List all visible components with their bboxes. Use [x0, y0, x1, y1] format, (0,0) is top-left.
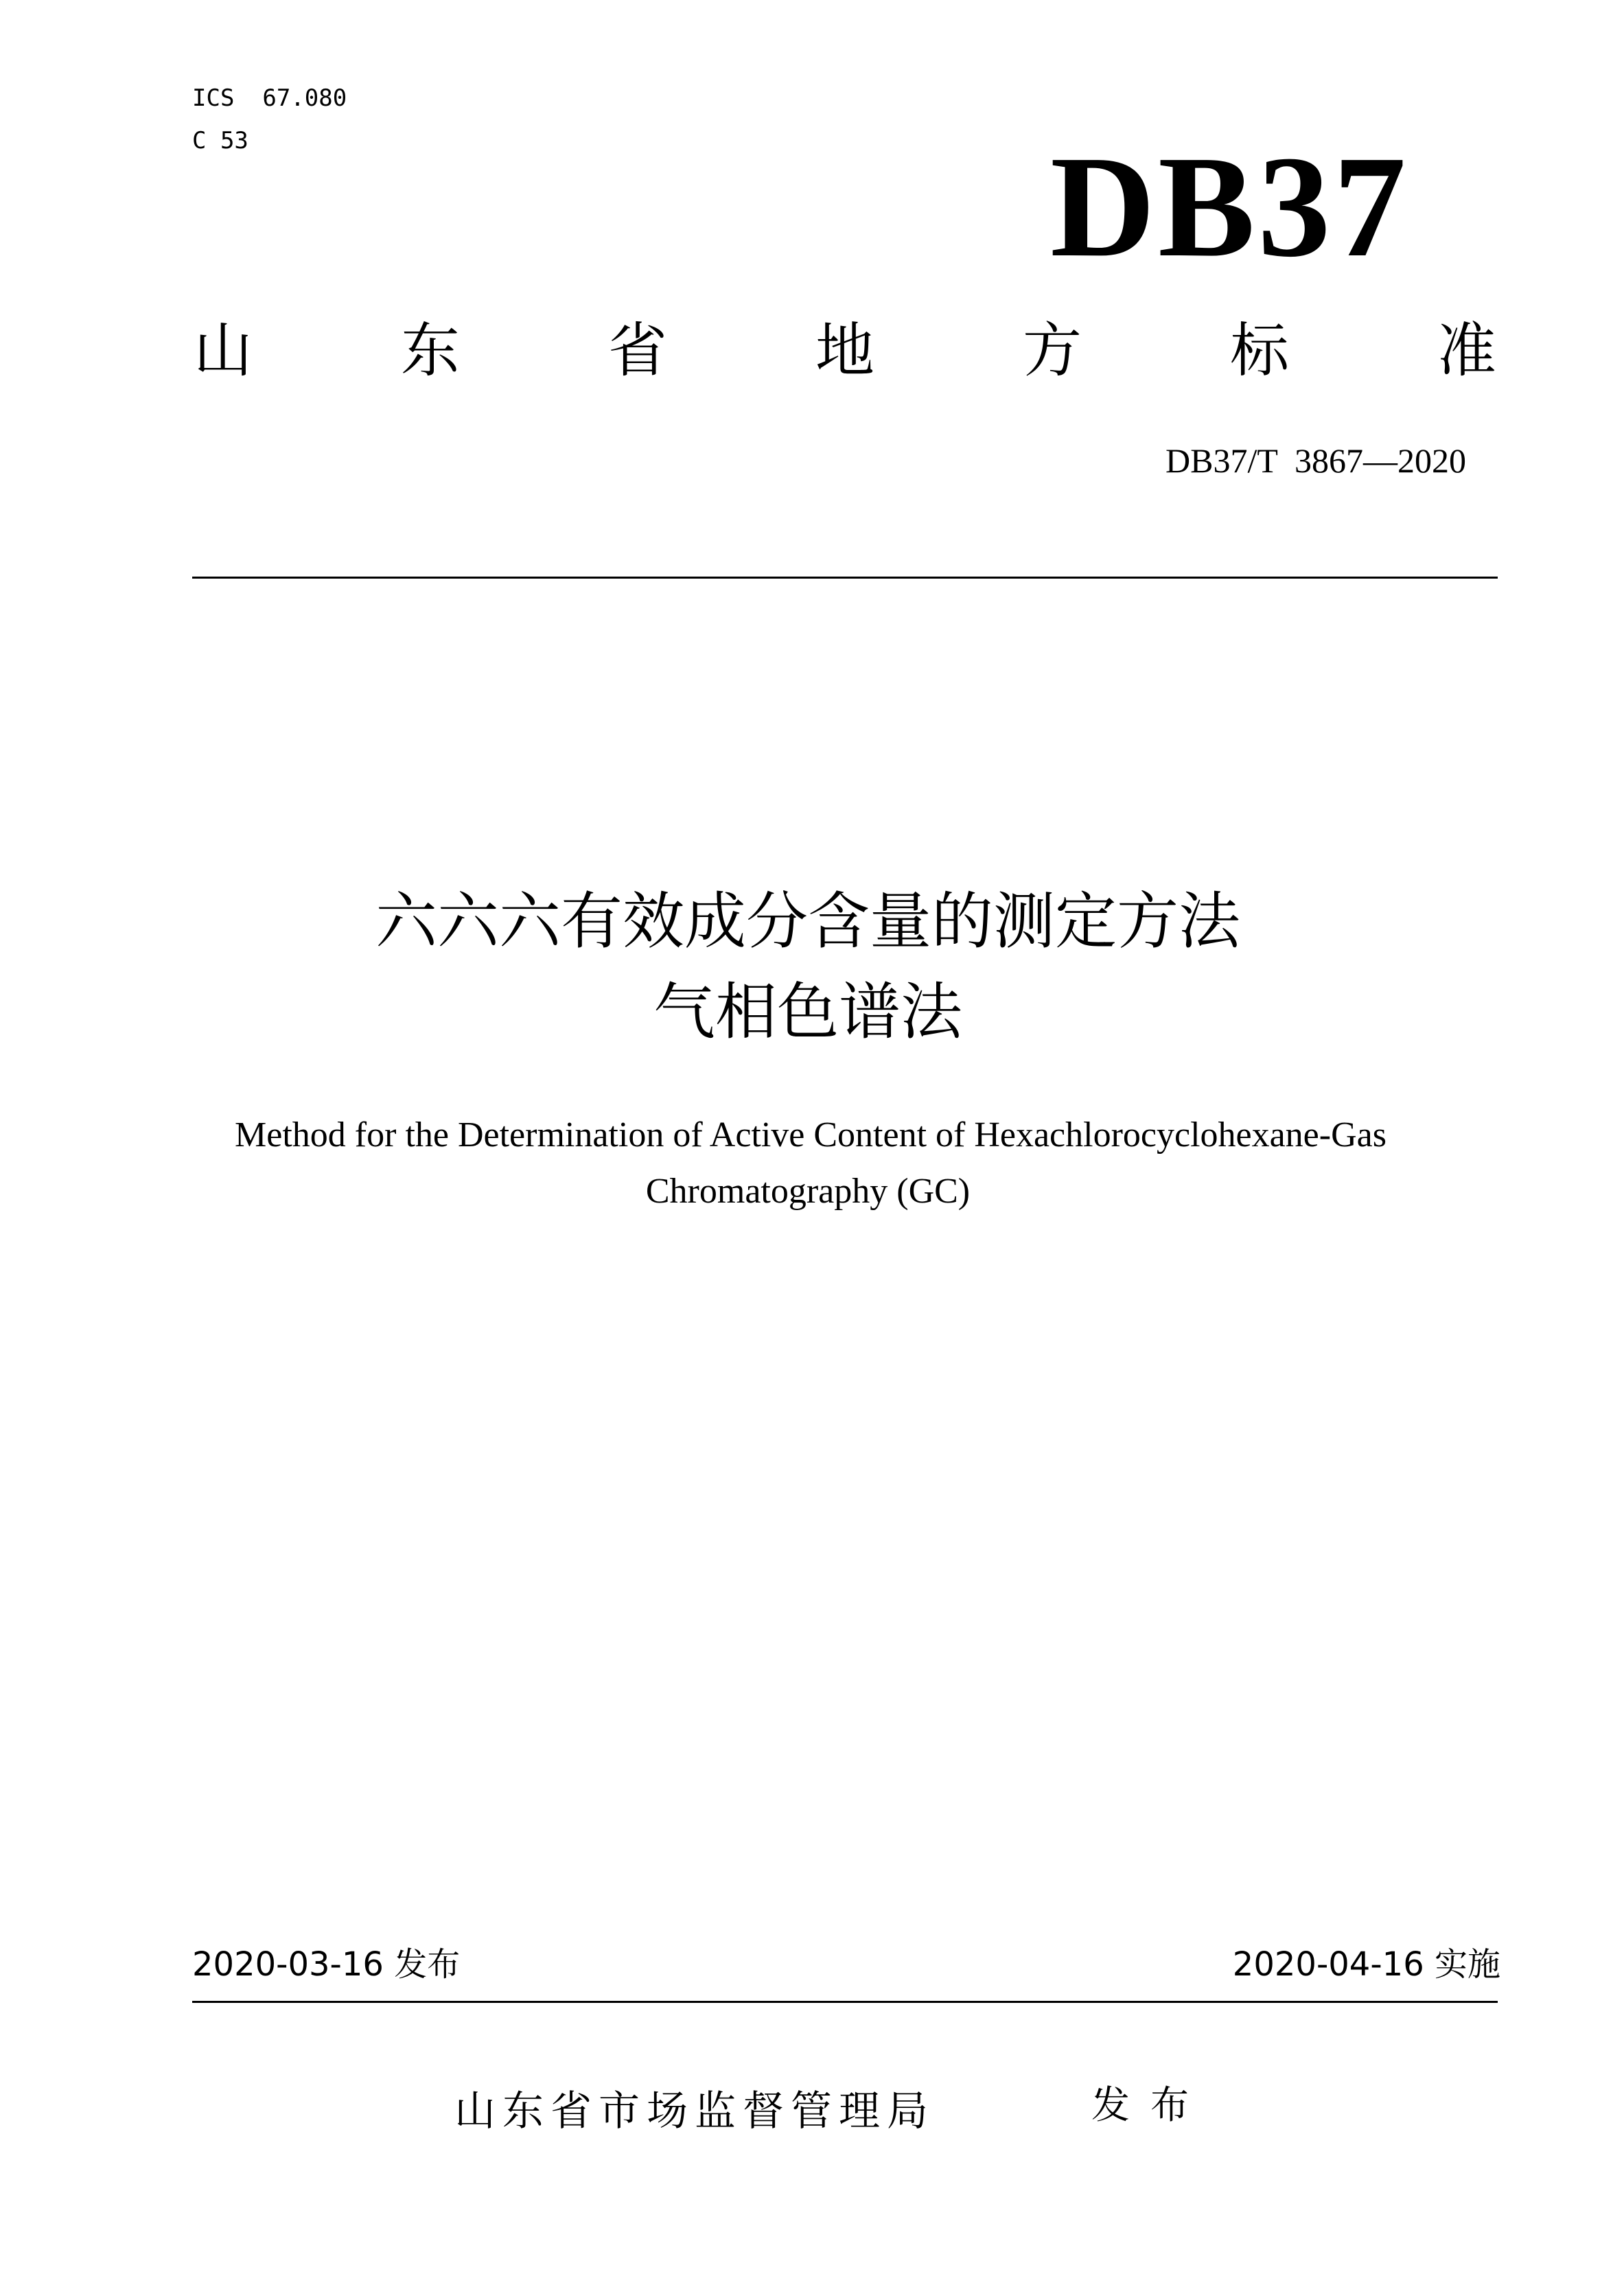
standard-category [194, 316, 1496, 385]
english-title-line-1: Method for the Determination of Active Content of Hexachlorocyclohexane-Gas [235, 1115, 1387, 1155]
category-char: 地 [815, 316, 874, 385]
footer-divider [192, 2001, 1498, 2003]
ccs-code: C 53 [192, 127, 248, 154]
chinese-title-line-2: 气相色谱法 [653, 976, 962, 1048]
issue-date: 2020-03-16 发布 [192, 1945, 461, 1984]
category-char: 标 [1230, 316, 1289, 385]
chinese-title-line-1: 六六六有效成分含量的测定方法 [375, 885, 1240, 958]
issuing-label: 发布 [1091, 2083, 1209, 2128]
category-char: 山 [194, 316, 253, 385]
ics-code: ICS 67.080 [192, 84, 347, 112]
category-char: 方 [1023, 316, 1082, 385]
header-divider [192, 577, 1498, 579]
standard-number: DB37/T 3867—2020 [1165, 441, 1466, 480]
category-char: 准 [1437, 316, 1496, 385]
english-title-line-2: Chromatography (GC) [645, 1172, 971, 1211]
effective-date: 2020-04-16 实施 [1232, 1945, 1500, 1984]
db-logo: DB37 [1050, 126, 1409, 287]
category-char: 东 [401, 316, 460, 385]
issuing-authority: 山东省市场监督管理局 [454, 2087, 935, 2135]
category-char: 省 [608, 316, 667, 385]
